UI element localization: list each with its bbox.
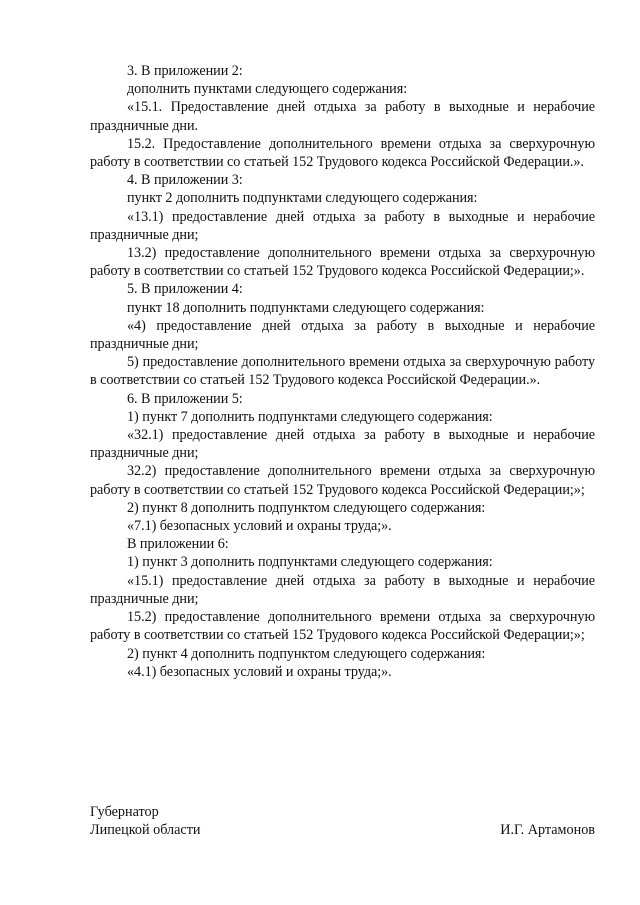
paragraph-12: 5) предоставление дополнительного времени отдыха за сверхурочную работу в соответствии со статьей 152 Трудового кодекса Российской Федерации.». <box>90 354 595 389</box>
signature-row <box>90 821 595 839</box>
signature-name: И.Г. Артамонов <box>500 822 595 838</box>
paragraph-13: 6. В приложении 5: <box>127 390 243 407</box>
paragraph-8: 13.2) предоставление дополнительного времени отдыха за сверхурочную работу в соответствии со статьей 152 Трудового кодекса Российской Федерации;». <box>90 245 595 280</box>
paragraph-2: дополнить пунктами следующего содержания: <box>127 81 408 98</box>
paragraph-6: пункт 2 дополнить подпунктами следующего содержания: <box>127 190 478 207</box>
signature-title: Губернатор <box>90 804 159 820</box>
paragraph-20: 1) пункт 3 дополнить подпунктами следующего содержания: <box>127 554 493 571</box>
paragraph-16: 32.2) предоставление дополнительного времени отдыха за сверхурочную работу в соответствии со статьей 152 Трудового кодекса Российской Федерации;»; <box>90 463 595 498</box>
paragraph-15: «32.1) предоставление дней отдыха за работу в выходные и нерабочие праздничные дни; <box>90 427 595 462</box>
paragraph-14: 1) пункт 7 дополнить подпунктами следующего содержания: <box>127 408 493 425</box>
paragraph-24: «4.1) безопасных условий и охраны труда;». <box>127 663 392 680</box>
paragraph-18: «7.1) безопасных условий и охраны труда;». <box>127 518 392 535</box>
paragraph-1: 3. В приложении 2: <box>127 63 243 79</box>
paragraph-17: 2) пункт 8 дополнить подпунктом следующего содержания: <box>127 499 486 516</box>
signature-region: Липецкой области <box>90 822 201 838</box>
document-body <box>90 62 595 681</box>
paragraph-22: 15.2) предоставление дополнительного времени отдыха за сверхурочную работу в соответствии со статьей 152 Трудового кодекса Российской Федерации;»; <box>90 609 595 644</box>
paragraph-21: «15.1) предоставление дней отдыха за работу в выходные и нерабочие праздничные дни; <box>90 572 595 607</box>
paragraph-23: 2) пункт 4 дополнить подпунктом следующего содержания: <box>127 645 486 662</box>
paragraph-11: «4) предоставление дней отдыха за работу в выходные и нерабочие праздничные дни; <box>90 317 595 353</box>
paragraph-9: 5. В приложении 4: <box>127 281 243 298</box>
paragraph-4: 15.2. Предоставление дополнительного времени отдыха за сверхурочную работу в соответствии со статьей 152 Трудового кодекса Российской Федерации.». <box>90 135 595 171</box>
paragraph-10: пункт 18 дополнить подпунктами следующего содержания: <box>127 299 485 316</box>
paragraph-7: «13.1) предоставление дней отдыха за работу в выходные и нерабочие праздничные дни; <box>90 208 595 243</box>
paragraph-19: В приложении 6: <box>127 536 229 553</box>
paragraph-5: 4. В приложении 3: <box>127 172 243 189</box>
paragraph-3: «15.1. Предоставление дней отдыха за работу в выходные и нерабочие праздничные дни. <box>90 99 595 134</box>
